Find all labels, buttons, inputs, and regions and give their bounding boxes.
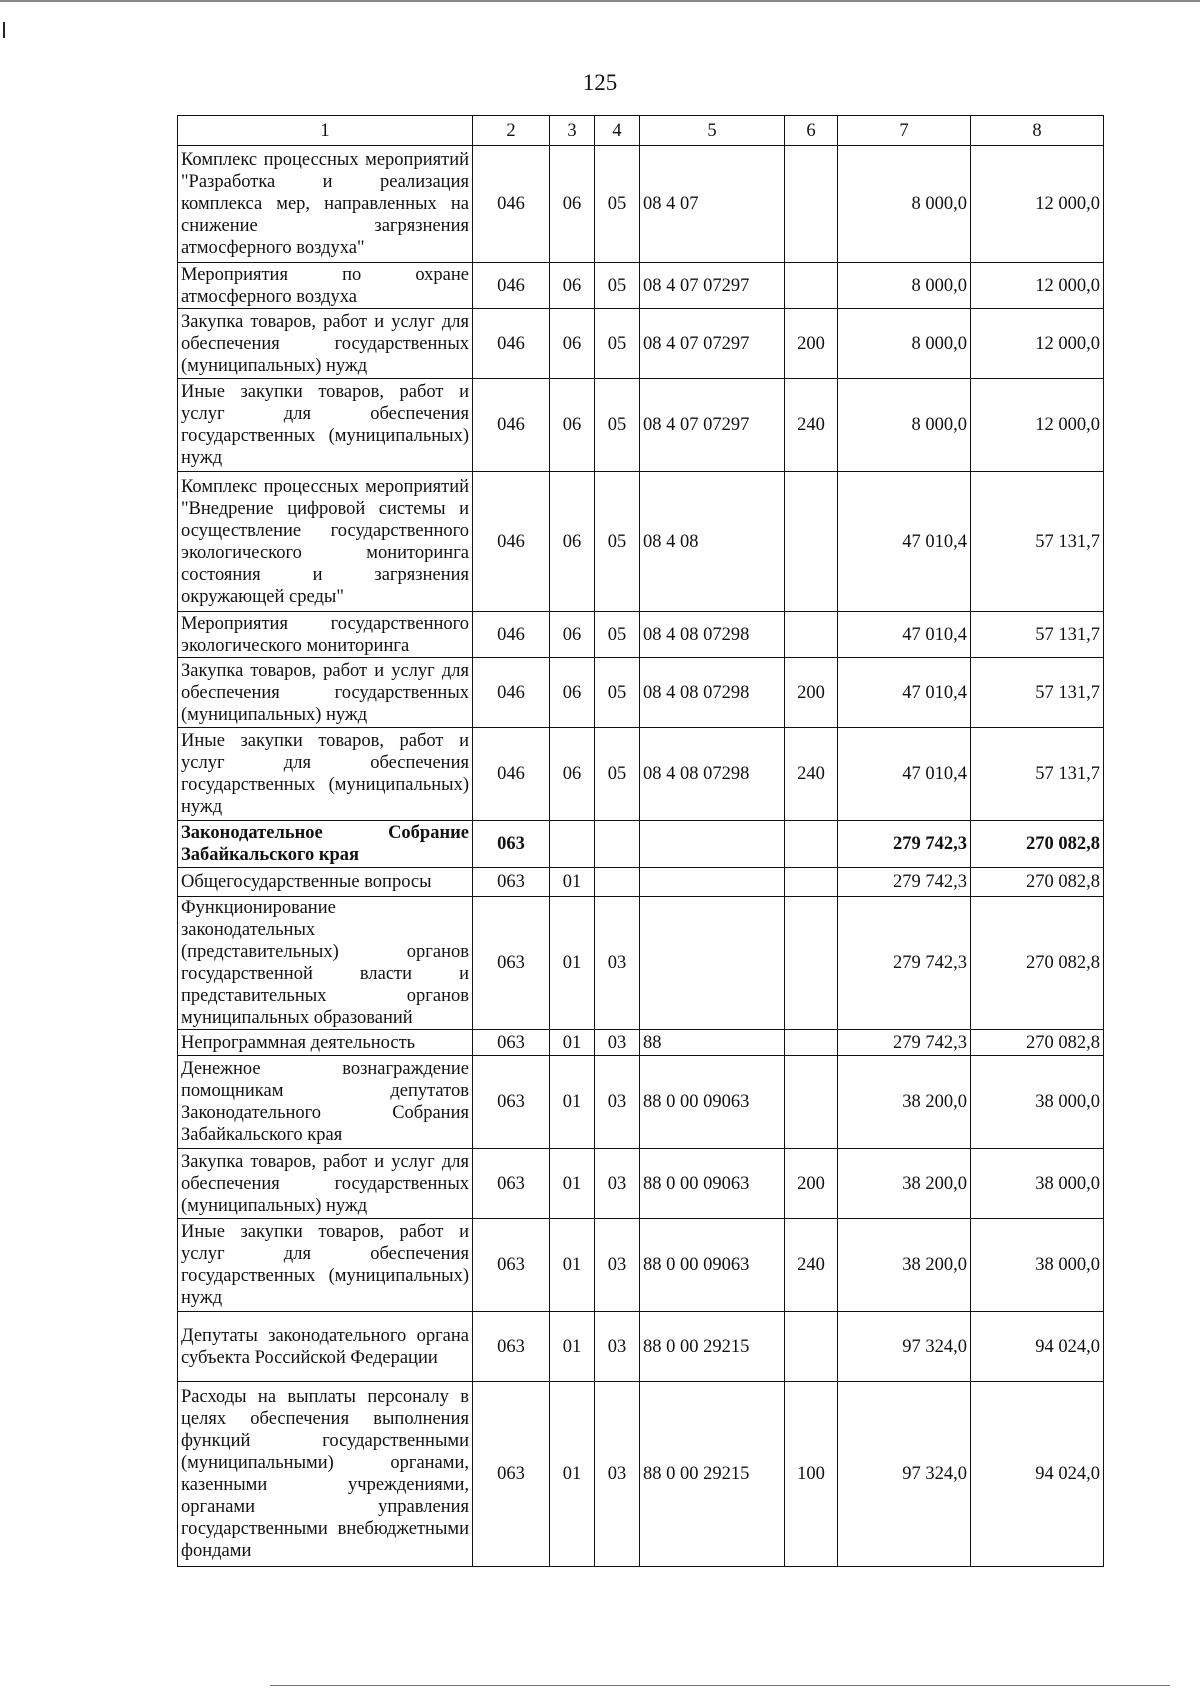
row-admin-code: 046 — [473, 658, 550, 728]
row-name: Денежное вознаграждение помощникам депутатов Законодательного Собрания Забайкальского края — [178, 1056, 473, 1149]
row-subsection: 03 — [595, 1382, 640, 1567]
row-name: Иные закупки товаров, работ и услуг для обеспечения государственных (муниципальных) нужд — [178, 1219, 473, 1312]
row-amount-col8: 57 131,7 — [971, 658, 1104, 728]
row-name: Функционирование законодательных (представительных) органов государственной власти и представительных органов муниципальных образований — [178, 897, 473, 1030]
row-amount-col8: 94 024,0 — [971, 1382, 1104, 1567]
row-section: 06 — [550, 658, 595, 728]
row-expense-type: 240 — [785, 379, 838, 472]
row-expense-type — [785, 1056, 838, 1149]
row-admin-code: 046 — [473, 309, 550, 379]
row-name: Мероприятия по охране атмосферного воздуха — [178, 263, 473, 309]
row-subsection: 03 — [595, 1149, 640, 1219]
col-header-6: 6 — [785, 116, 838, 146]
row-admin-code: 046 — [473, 612, 550, 658]
row-expense-type: 200 — [785, 1149, 838, 1219]
row-admin-code: 063 — [473, 1149, 550, 1219]
table-row — [178, 1312, 1104, 1382]
row-subsection: 05 — [595, 309, 640, 379]
row-subsection: 03 — [595, 897, 640, 1030]
row-amount-col7: 38 200,0 — [838, 1219, 971, 1312]
row-amount-col8: 270 082,8 — [971, 897, 1104, 1030]
col-header-7: 7 — [838, 116, 971, 146]
row-section: 01 — [550, 1149, 595, 1219]
table-row — [178, 379, 1104, 472]
row-subsection: 03 — [595, 1030, 640, 1056]
row-admin-code: 063 — [473, 1382, 550, 1567]
row-admin-code: 063 — [473, 868, 550, 897]
row-expense-type — [785, 612, 838, 658]
row-amount-col7: 279 742,3 — [838, 868, 971, 897]
row-target-article: 88 0 00 09063 — [640, 1056, 785, 1149]
table-row — [178, 868, 1104, 897]
row-amount-col7: 38 200,0 — [838, 1149, 971, 1219]
row-amount-col8: 57 131,7 — [971, 612, 1104, 658]
row-amount-col7: 47 010,4 — [838, 658, 971, 728]
row-section: 06 — [550, 728, 595, 821]
table-row — [178, 897, 1104, 1030]
row-amount-col8: 38 000,0 — [971, 1149, 1104, 1219]
row-admin-code: 063 — [473, 1312, 550, 1382]
table-row — [178, 658, 1104, 728]
row-amount-col7: 8 000,0 — [838, 379, 971, 472]
table-body — [178, 146, 1104, 1567]
budget-table — [177, 115, 1104, 1567]
row-target-article: 88 — [640, 1030, 785, 1056]
table-row — [178, 1382, 1104, 1567]
row-target-article: 08 4 08 07298 — [640, 728, 785, 821]
row-name: Непрограммная деятельность — [178, 1030, 473, 1056]
row-target-article: 08 4 08 07298 — [640, 658, 785, 728]
row-expense-type — [785, 472, 838, 612]
row-target-article — [640, 821, 785, 868]
row-expense-type: 200 — [785, 309, 838, 379]
row-target-article: 08 4 07 07297 — [640, 263, 785, 309]
row-section: 06 — [550, 146, 595, 263]
row-amount-col8: 38 000,0 — [971, 1056, 1104, 1149]
row-subsection: 05 — [595, 263, 640, 309]
row-subsection: 05 — [595, 472, 640, 612]
row-expense-type — [785, 868, 838, 897]
row-expense-type: 240 — [785, 1219, 838, 1312]
row-expense-type — [785, 1312, 838, 1382]
row-name: Расходы на выплаты персоналу в целях обеспечения выполнения функций государственными (муниципальными) органами, казенными учреждениями, органами управления государственными внебюджетными фондами — [178, 1382, 473, 1567]
row-amount-col7: 47 010,4 — [838, 472, 971, 612]
table-row — [178, 728, 1104, 821]
row-subsection: 05 — [595, 146, 640, 263]
col-header-4: 4 — [595, 116, 640, 146]
table-row — [178, 309, 1104, 379]
row-admin-code: 046 — [473, 263, 550, 309]
row-section: 06 — [550, 379, 595, 472]
row-section: 01 — [550, 1030, 595, 1056]
row-amount-col8: 12 000,0 — [971, 309, 1104, 379]
row-name: Закупка товаров, работ и услуг для обеспечения государственных (муниципальных) нужд — [178, 1149, 473, 1219]
row-section: 01 — [550, 897, 595, 1030]
row-name: Иные закупки товаров, работ и услуг для обеспечения государственных (муниципальных) нужд — [178, 379, 473, 472]
row-amount-col7: 97 324,0 — [838, 1382, 971, 1567]
scan-bottom-edge — [270, 1685, 1170, 1686]
row-amount-col7: 279 742,3 — [838, 1030, 971, 1056]
row-amount-col8: 12 000,0 — [971, 263, 1104, 309]
row-amount-col8: 57 131,7 — [971, 728, 1104, 821]
row-subsection: 03 — [595, 1219, 640, 1312]
table-row — [178, 263, 1104, 309]
row-name: Мероприятия государственного экологического мониторинга — [178, 612, 473, 658]
row-target-article: 88 0 00 29215 — [640, 1312, 785, 1382]
row-expense-type — [785, 146, 838, 263]
row-amount-col8: 270 082,8 — [971, 821, 1104, 868]
row-amount-col8: 270 082,8 — [971, 1030, 1104, 1056]
row-name: Комплекс процессных мероприятий "Внедрение цифровой системы и осуществление государственного экологического мониторинга состояния и загрязнения окружающей среды" — [178, 472, 473, 612]
row-section: 01 — [550, 1056, 595, 1149]
page-number: 125 — [582, 70, 618, 95]
row-amount-col7: 279 742,3 — [838, 897, 971, 1030]
row-admin-code: 063 — [473, 897, 550, 1030]
row-target-article: 08 4 08 — [640, 472, 785, 612]
row-admin-code: 046 — [473, 728, 550, 821]
row-expense-type — [785, 821, 838, 868]
row-amount-col7: 47 010,4 — [838, 728, 971, 821]
table-row — [178, 146, 1104, 263]
row-amount-col8: 57 131,7 — [971, 472, 1104, 612]
row-target-article: 08 4 07 07297 — [640, 309, 785, 379]
col-header-5: 5 — [640, 116, 785, 146]
row-target-article: 88 0 00 09063 — [640, 1149, 785, 1219]
row-admin-code: 046 — [473, 472, 550, 612]
row-amount-col7: 8 000,0 — [838, 263, 971, 309]
row-subsection — [595, 868, 640, 897]
table-row — [178, 1056, 1104, 1149]
scan-margin-mark — [3, 22, 5, 38]
scan-top-edge — [0, 0, 1200, 2]
row-amount-col8: 38 000,0 — [971, 1219, 1104, 1312]
row-target-article: 88 0 00 29215 — [640, 1382, 785, 1567]
row-subsection — [595, 821, 640, 868]
row-name: Закупка товаров, работ и услуг для обеспечения государственных (муниципальных) нужд — [178, 658, 473, 728]
row-name: Комплекс процессных мероприятий "Разработка и реализация комплекса мер, направленных на снижение загрязнения атмосферного воздуха" — [178, 146, 473, 263]
row-amount-col7: 8 000,0 — [838, 146, 971, 263]
row-amount-col7: 8 000,0 — [838, 309, 971, 379]
row-section: 01 — [550, 1312, 595, 1382]
row-target-article — [640, 868, 785, 897]
row-subsection: 05 — [595, 658, 640, 728]
row-target-article: 08 4 07 — [640, 146, 785, 263]
row-amount-col8: 94 024,0 — [971, 1312, 1104, 1382]
row-admin-code: 046 — [473, 146, 550, 263]
row-section: 01 — [550, 1382, 595, 1567]
row-expense-type — [785, 897, 838, 1030]
row-target-article: 08 4 07 07297 — [640, 379, 785, 472]
header-row — [178, 116, 1104, 146]
row-expense-type: 100 — [785, 1382, 838, 1567]
table-row — [178, 472, 1104, 612]
table-row — [178, 1149, 1104, 1219]
row-name: Депутаты законодательного органа субъекта Российской Федерации — [178, 1312, 473, 1382]
table-row — [178, 1219, 1104, 1312]
row-section: 06 — [550, 309, 595, 379]
row-expense-type — [785, 1030, 838, 1056]
row-amount-col8: 12 000,0 — [971, 146, 1104, 263]
row-amount-col8: 270 082,8 — [971, 868, 1104, 897]
row-amount-col7: 279 742,3 — [838, 821, 971, 868]
table-row — [178, 612, 1104, 658]
col-header-1: 1 — [178, 116, 473, 146]
row-name: Общегосударственные вопросы — [178, 868, 473, 897]
row-section: 06 — [550, 612, 595, 658]
col-header-8: 8 — [971, 116, 1104, 146]
row-name: Законодательное Собрание Забайкальского края — [178, 821, 473, 868]
table-row — [178, 1030, 1104, 1056]
row-target-article — [640, 897, 785, 1030]
row-section: 06 — [550, 472, 595, 612]
row-subsection: 03 — [595, 1056, 640, 1149]
row-section — [550, 821, 595, 868]
row-amount-col8: 12 000,0 — [971, 379, 1104, 472]
row-name: Закупка товаров, работ и услуг для обеспечения государственных (муниципальных) нужд — [178, 309, 473, 379]
row-admin-code: 046 — [473, 379, 550, 472]
col-header-3: 3 — [550, 116, 595, 146]
row-section: 01 — [550, 868, 595, 897]
row-admin-code: 063 — [473, 1056, 550, 1149]
row-target-article: 08 4 08 07298 — [640, 612, 785, 658]
row-amount-col7: 47 010,4 — [838, 612, 971, 658]
row-admin-code: 063 — [473, 1219, 550, 1312]
row-subsection: 05 — [595, 379, 640, 472]
row-amount-col7: 38 200,0 — [838, 1056, 971, 1149]
row-name: Иные закупки товаров, работ и услуг для обеспечения государственных (муниципальных) нужд — [178, 728, 473, 821]
row-expense-type: 240 — [785, 728, 838, 821]
row-subsection: 03 — [595, 1312, 640, 1382]
row-admin-code: 063 — [473, 1030, 550, 1056]
table-row — [178, 821, 1104, 868]
row-section: 01 — [550, 1219, 595, 1312]
row-expense-type: 200 — [785, 658, 838, 728]
row-section: 06 — [550, 263, 595, 309]
row-admin-code: 063 — [473, 821, 550, 868]
col-header-2: 2 — [473, 116, 550, 146]
row-subsection: 05 — [595, 612, 640, 658]
row-target-article: 88 0 00 09063 — [640, 1219, 785, 1312]
row-subsection: 05 — [595, 728, 640, 821]
row-amount-col7: 97 324,0 — [838, 1312, 971, 1382]
row-expense-type — [785, 263, 838, 309]
